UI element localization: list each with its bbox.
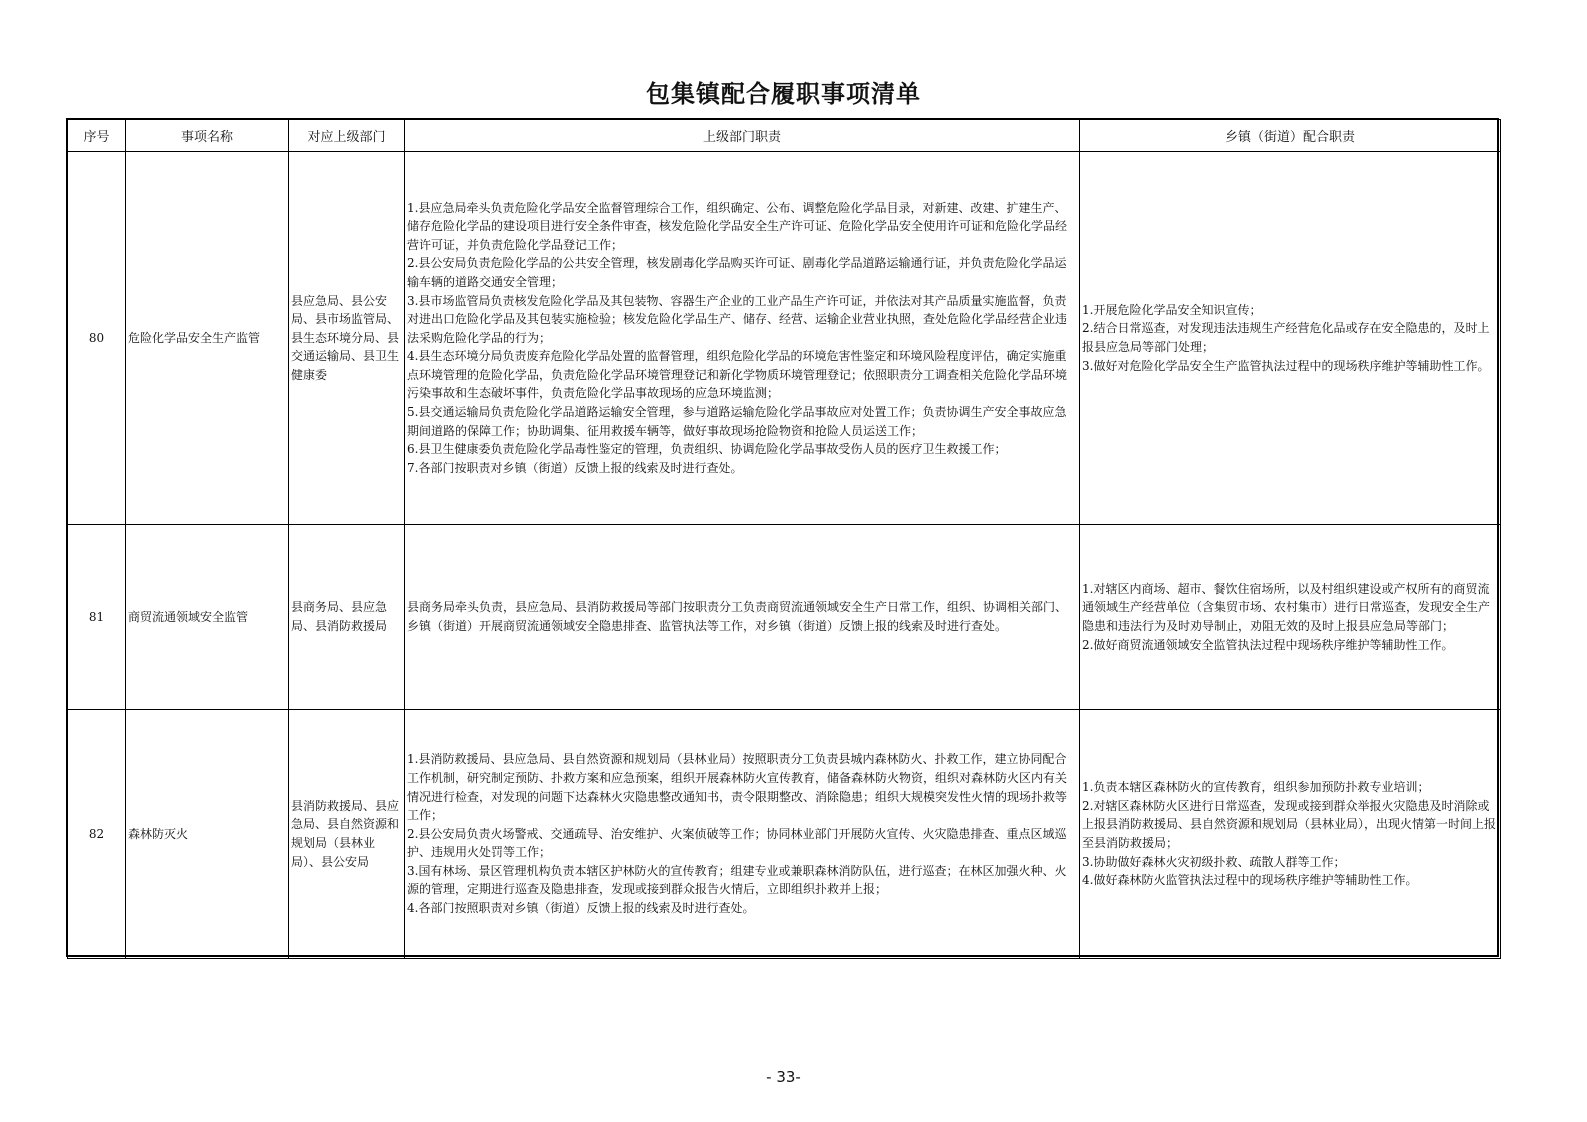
duty-paragraph: 县商务局牵头负责，县应急局、县消防救援局等部门按职责分工负责商贸流通领域安全生产日常工作，组织、协调相关部门、乡镇（街道）开展商贸流通领域安全隐患排查、监管执法等工作，对乡镇（街道）反馈上报的线索及时进行查处。 <box>407 600 1068 633</box>
duty-paragraph: 4.做好森林防火监管执法过程中的现场秩序维护等辅助性工作。 <box>1082 873 1418 888</box>
row-township-duties <box>1080 525 1501 710</box>
header-superior-dept: 对应上级部门 <box>289 120 405 152</box>
row-no: 81 <box>68 525 126 710</box>
duty-paragraph: 1.对辖区内商场、超市、餐饮住宿场所，以及村组织建设或产权所有的商贸流通领域生产经营单位（含集贸市场、农村集市）进行日常巡查，发现安全生产隐患和违法行为及时劝导制止，劝阻无效的及时上报县应急局等部门； <box>1082 581 1491 633</box>
duty-paragraph: 1.开展危险化学品安全知识宣传； <box>1082 302 1262 317</box>
duty-paragraph: 3.协助做好森林火灾初级扑救、疏散人群等工作； <box>1082 854 1346 869</box>
header-township-duties: 乡镇（街道）配合职责 <box>1080 120 1501 152</box>
duty-paragraph: 2.对辖区森林防火区进行日常巡查，发现或接到群众举报火灾隐患及时消除或上报县消防救援局、县自然资源和规划局（县林业局），出现火情第一时间上报至县消防救援局； <box>1082 798 1497 850</box>
row-superior-duties <box>405 710 1080 959</box>
header-no: 序号 <box>68 120 126 152</box>
row-township-duties <box>1080 152 1501 525</box>
row-superior-duties <box>405 152 1080 525</box>
table-header-row <box>68 120 1501 152</box>
table-row <box>68 710 1501 959</box>
document-title: 包集镇配合履职事项清单 <box>646 79 921 108</box>
duty-paragraph: 1.负责本辖区森林防火的宣传教育，组织参加预防扑救专业培训； <box>1082 780 1430 795</box>
duty-paragraph: 2.结合日常巡查，对发现违法违规生产经营危化品或存在安全隐患的，及时上报县应急局等部门处理； <box>1082 321 1490 354</box>
row-no: 80 <box>68 152 126 525</box>
page-number: - 33- <box>766 1068 801 1086</box>
duties-table <box>67 119 1501 959</box>
duty-paragraph: 2.县公安局负责火场警戒、交通疏导、治安维护、火案侦破等工作；协同林业部门开展防火宣传、火灾隐患排查、重点区域巡护、违规用火处罚等工作； <box>407 826 1067 860</box>
row-superior-dept: 县商务局、县应急局、县消防救援局 <box>289 525 405 710</box>
duty-paragraph: 5.县交通运输局负责危险化学品道路运输安全管理，参与道路运输危险化学品事故应对处置工作；负责协调生产安全事故应急期间道路的保障工作；协助调集、征用救援车辆等，做好事故现场抢险物资和抢险人员运送工作； <box>407 405 1067 438</box>
duty-paragraph: 3.县市场监管局负责核发危险化学品及其包装物、容器生产企业的工业产品生产许可证，并依法对其产品质量实施监督，负责对进出口危险化学品及其包装实施检验；核发危险化学品生产、储存、经营、运输企业营业执照，查处危险化学品经营企业违法采购危险化学品的行为； <box>407 293 1068 345</box>
duty-paragraph: 4.各部门按照职责对乡镇（街道）反馈上报的线索及时进行查处。 <box>407 901 755 916</box>
table-row <box>68 152 1501 525</box>
row-superior-dept: 县消防救援局、县应急局、县自然资源和规划局（县林业局）、县公安局 <box>289 710 405 959</box>
row-item-name: 森林防灭火 <box>126 710 289 959</box>
row-superior-duties <box>405 525 1080 710</box>
row-superior-dept: 县应急局、县公安局、县市场监管局、县生态环境分局、县交通运输局、县卫生健康委 <box>289 152 405 525</box>
duty-paragraph: 3.国有林场、景区管理机构负责本辖区护林防火的宣传教育；组建专业或兼职森林消防队伍，进行巡查；在林区加强火种、火源的管理，定期进行巡查及隐患排查，发现或接到群众报告火情后，立即组织扑救并上报； <box>407 863 1067 897</box>
duty-paragraph: 1.县消防救援局、县应急局、县自然资源和规划局（县林业局）按照职责分工负责县城内森林防火、扑救工作，建立协同配合工作机制，研究制定预防、扑救方案和应急预案，组织开展森林防火宣传教育，储备森林防火物资，组织对森林防火区内有关情况进行检查，对发现的问题下达森林火灾隐患整改通知书，责令限期整改、消除隐患；组织大规模突发性火情的现场扑救等工作； <box>407 752 1068 823</box>
duty-paragraph: 4.县生态环境分局负责废弃危险化学品处置的监督管理，组织危险化学品的环境危害性鉴定和环境风险程度评估，确定实施重点环境管理的危险化学品，负责危险化学品环境管理登记和新化学物质环境管理登记；依照职责分工调查相关危险化学品环境污染事故和生态破坏事件，负责危险化学品事故现场的应急环境监测； <box>407 349 1068 401</box>
duty-paragraph: 2.做好商贸流通领域安全监管执法过程中现场秩序维护等辅助性工作。 <box>1082 637 1454 652</box>
header-superior-duties: 上级部门职责 <box>405 120 1080 152</box>
table-row <box>68 525 1501 710</box>
row-item-name: 危险化学品安全生产监管 <box>126 152 289 525</box>
row-no: 82 <box>68 710 126 959</box>
duty-paragraph: 2.县公安局负责危险化学品的公共安全管理，核发剧毒化学品购买许可证、剧毒化学品道路运输通行证，并负责危险化学品运输车辆的道路交通安全管理； <box>407 256 1067 289</box>
duty-paragraph: 6.县卫生健康委负责危险化学品毒性鉴定的管理，负责组织、协调危险化学品事故受伤人员的医疗卫生救援工作； <box>407 442 1007 457</box>
header-item-name: 事项名称 <box>126 120 289 152</box>
row-item-name: 商贸流通领域安全监管 <box>126 525 289 710</box>
duty-paragraph: 3.做好对危险化学品安全生产监管执法过程中的现场秩序维护等辅助性工作。 <box>1082 358 1490 373</box>
duty-paragraph: 1.县应急局牵头负责危险化学品安全监督管理综合工作，组织确定、公布、调整危险化学品目录，对新建、改建、扩建生产、储存危险化学品的建设项目进行安全条件审查，核发危险化学品安全生产许可证、危险化学品安全使用许可证和危险化学品经营许可证，并负责危险化学品登记工作； <box>407 200 1068 252</box>
row-township-duties <box>1080 710 1501 959</box>
duty-paragraph: 7.各部门按职责对乡镇（街道）反馈上报的线索及时进行查处。 <box>407 460 743 475</box>
